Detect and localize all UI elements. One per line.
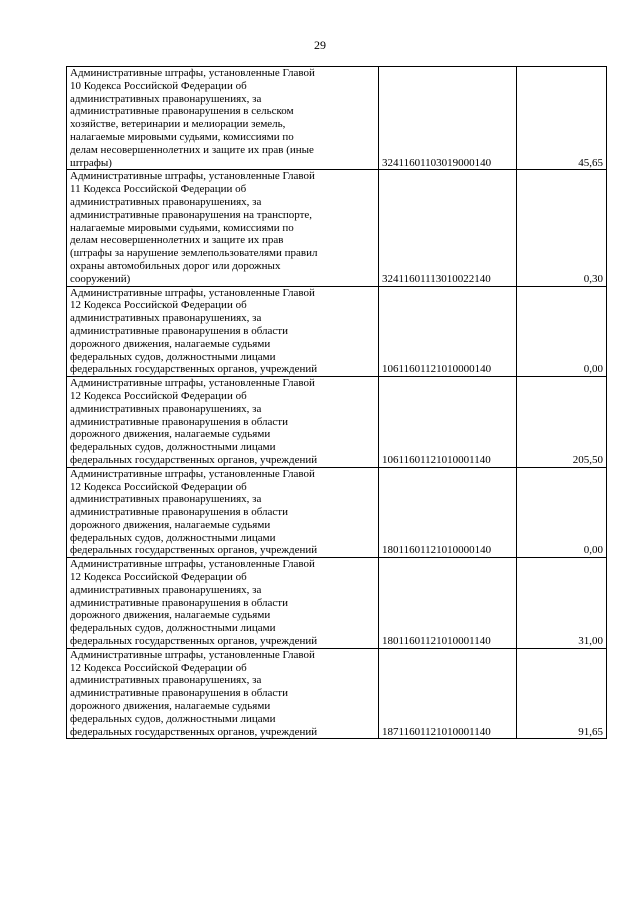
- row-amount: 0,00: [517, 286, 607, 377]
- table-row: [67, 170, 607, 286]
- table-row: [67, 467, 607, 558]
- table-row: [67, 67, 607, 170]
- row-description: Административные штрафы, установленные Главой 12 Кодекса Российской Федерации об административных правонарушениях, за административные правонарушения в области дорожного движения, налагаемые судьями федеральных судов, должностными лицами федеральных государственных органов, учреждений: [67, 286, 379, 377]
- row-code: 32411601113010022140: [379, 170, 517, 286]
- row-amount: 0,00: [517, 467, 607, 558]
- row-description: Административные штрафы, установленные Главой 12 Кодекса Российской Федерации об административных правонарушениях, за административные правонарушения в области дорожного движения, налагаемые судьями федеральных судов, должностными лицами федеральных государственных органов, учреждений: [67, 648, 379, 739]
- row-code: 32411601103019000140: [379, 67, 517, 170]
- row-code: 18011601121010001140: [379, 558, 517, 649]
- row-code: 18711601121010001140: [379, 648, 517, 739]
- row-description: Административные штрафы, установленные Главой 11 Кодекса Российской Федерации об административных правонарушениях, за административные правонарушения на транспорте, налагаемые мировыми судьями, комиссиями по делам несовершеннолетних и защите их прав (штрафы за нарушение землепользователями правил охраны автомобильных дорог или дорожных сооружений): [67, 170, 379, 286]
- table-row: [67, 558, 607, 649]
- table-body: [67, 67, 607, 739]
- table-row: [67, 286, 607, 377]
- row-code: 10611601121010000140: [379, 286, 517, 377]
- row-code: 10611601121010001140: [379, 377, 517, 468]
- row-description: Административные штрафы, установленные Главой 10 Кодекса Российской Федерации об административных правонарушениях, за административные правонарушения в сельском хозяйстве, ветеринарии и мелиорации земель, налагаемые мировыми судьями, комиссиями по делам несовершеннолетних и защите их прав (иные штрафы): [67, 67, 379, 170]
- row-description: Административные штрафы, установленные Главой 12 Кодекса Российской Федерации об административных правонарушениях, за административные правонарушения в области дорожного движения, налагаемые судьями федеральных судов, должностными лицами федеральных государственных органов, учреждений: [67, 467, 379, 558]
- row-amount: 31,00: [517, 558, 607, 649]
- row-description: Административные штрафы, установленные Главой 12 Кодекса Российской Федерации об административных правонарушениях, за административные правонарушения в области дорожного движения, налагаемые судьями федеральных судов, должностными лицами федеральных государственных органов, учреждений: [67, 558, 379, 649]
- budget-table: [66, 66, 607, 739]
- row-description: Административные штрафы, установленные Главой 12 Кодекса Российской Федерации об административных правонарушениях, за административные правонарушения в области дорожного движения, налагаемые судьями федеральных судов, должностными лицами федеральных государственных органов, учреждений: [67, 377, 379, 468]
- row-amount: 91,65: [517, 648, 607, 739]
- table-row: [67, 648, 607, 739]
- page-number: 29: [314, 38, 326, 52]
- row-amount: 0,30: [517, 170, 607, 286]
- row-amount: 45,65: [517, 67, 607, 170]
- row-code: 18011601121010000140: [379, 467, 517, 558]
- table-row: [67, 377, 607, 468]
- row-amount: 205,50: [517, 377, 607, 468]
